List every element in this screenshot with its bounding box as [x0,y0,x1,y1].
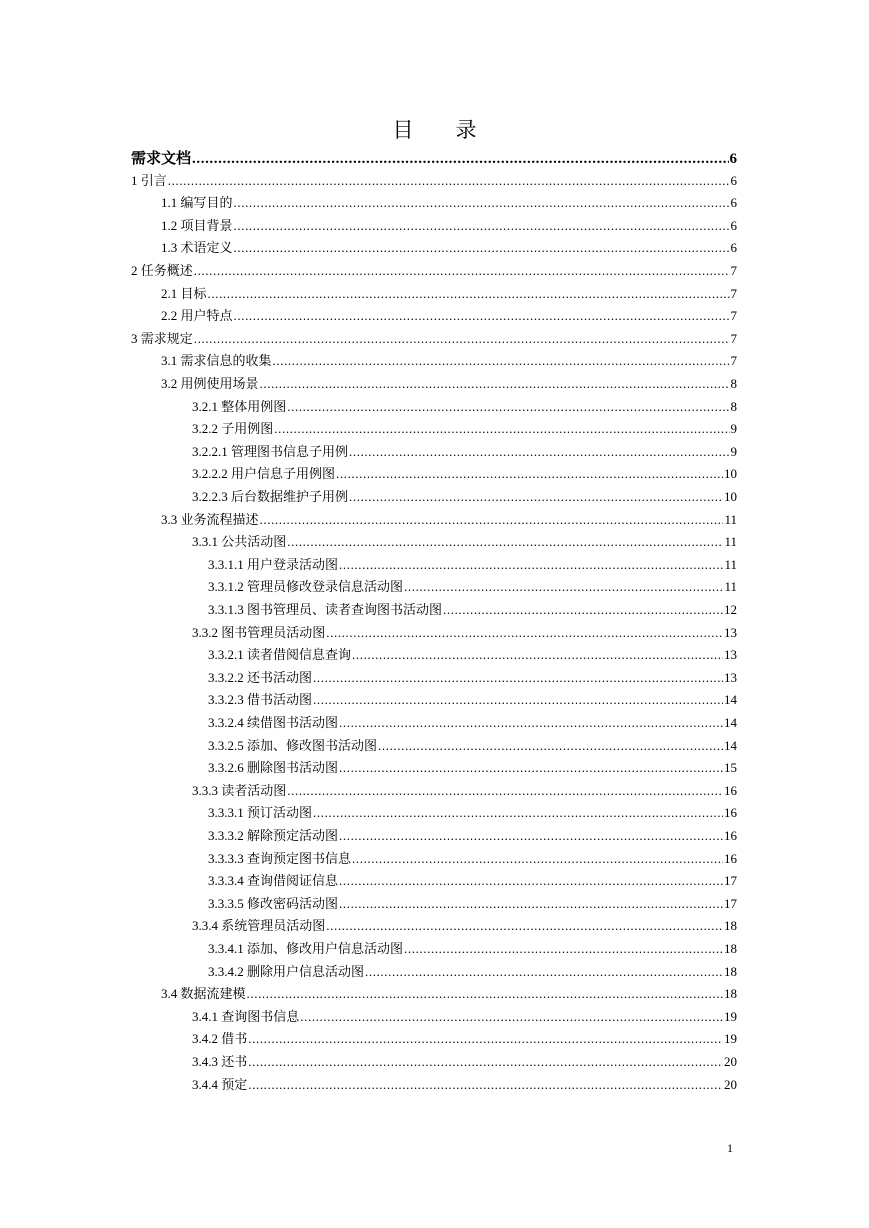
toc-entry[interactable] [192,1054,737,1070]
toc-entry-label: 需求文档 [131,151,192,167]
toc-entry[interactable] [161,308,737,324]
toc-leader-dots [168,173,730,189]
toc-entry-page: 11 [724,556,737,572]
toc-entry-label: 3.3.3.4 查询借阅证信息 [208,873,339,889]
toc-entry[interactable] [192,489,737,505]
toc-entry-label: 1.1 编写目的 [161,195,233,211]
toc-leader-dots [192,151,728,167]
toc-entry[interactable] [208,805,737,821]
toc-entry-label: 3.3 业务流程描述 [161,511,259,527]
toc-entry[interactable] [161,195,737,211]
toc-leader-dots [287,783,723,799]
toc-entry-page: 9 [730,421,737,437]
toc-entry-label: 3.3.2.6 删除图书活动图 [208,760,339,776]
toc-entry-page: 10 [724,466,737,482]
toc-leader-dots [313,670,723,686]
toc-leader-dots [273,353,730,369]
toc-entry-label: 3.4.3 还书 [192,1054,248,1069]
toc-leader-dots [260,512,724,528]
toc-entry[interactable] [192,444,737,460]
toc-entry[interactable] [192,421,737,437]
toc-entry-label: 3.2.2.2 用户信息子用例图 [192,466,336,482]
toc-leader-dots [349,444,729,460]
toc-entry-page: 11 [724,534,737,550]
toc-leader-dots [260,376,730,392]
toc-entry-label: 3.3.1.1 用户登录活动图 [208,556,339,572]
toc-leader-dots [234,240,730,256]
toc-leader-dots [443,602,723,618]
toc-leader-dots [234,308,730,324]
toc-entry-label: 3.2 用例使用场景 [161,376,259,391]
toc-leader-dots [300,1009,723,1025]
toc-entry-label: 3.3.2.3 借书活动图 [208,692,313,708]
toc-entry-label: 2 任务概述 [131,263,193,278]
toc-entry[interactable] [192,918,737,934]
toc-entry[interactable] [208,602,737,618]
toc-leader-dots [194,263,730,279]
toc-entry-label: 3.3.4.2 删除用户信息活动图 [208,963,365,979]
toc-leader-dots [378,738,723,754]
toc-entry-page: 16 [724,850,737,866]
toc-entry-page: 6 [730,217,737,233]
toc-leader-dots [352,851,723,867]
toc-entry[interactable] [208,715,737,731]
toc-leader-dots [208,286,730,302]
toc-entry-page: 13 [724,647,737,663]
toc-entry[interactable] [161,286,737,302]
toc-entry-page: 6 [730,172,737,188]
toc-entry-label: 3.4 数据流建模 [161,986,246,1002]
toc-leader-dots [339,760,723,776]
toc-entry-page: 11 [724,511,737,527]
toc-entry-page: 6 [729,151,737,167]
toc-entry-label: 3.3.3.5 修改密码活动图 [208,895,339,911]
toc-entry-page: 7 [730,353,737,369]
toc-entry[interactable] [192,1077,737,1093]
toc-entry-label: 3.3.1.2 管理员修改登录信息活动图 [208,579,404,595]
toc-entry[interactable] [161,512,737,528]
toc-leader-dots [339,896,723,912]
toc-entry[interactable] [192,625,737,641]
toc-entry-page: 6 [730,240,737,256]
toc-entry-label: 3.3.2 图书管理员活动图 [192,624,326,640]
toc-entry-label: 3.2.2 子用例图 [192,421,274,437]
toc-entry-page: 12 [724,602,737,617]
toc-entry-page: 15 [724,760,737,776]
toc-leader-dots [326,625,723,641]
toc-entry-page: 7 [730,308,737,324]
toc-entry-page: 7 [730,285,737,301]
toc-entry-page: 9 [730,443,737,459]
toc-leader-dots [336,466,723,482]
toc-entry-page: 7 [730,330,737,346]
toc-entry[interactable] [192,1031,737,1047]
toc-entry-label: 3.3.3.1 预订活动图 [208,805,313,821]
toc-entry[interactable] [161,986,737,1002]
toc-entry-page: 13 [724,669,737,685]
toc-entry-page: 7 [730,263,737,278]
toc-entry-page: 17 [724,895,737,911]
toc-entry-label: 3.3.2.1 读者借阅信息查询 [208,647,352,663]
toc-entry-label: 3.3.2.5 添加、修改图书活动图 [208,737,378,753]
toc-leader-dots [234,218,730,234]
toc-entry[interactable] [208,896,737,912]
toc-entry-page: 8 [730,398,737,414]
toc-entry-label: 3.3.2.4 续借图书活动图 [208,715,339,730]
toc-entry-label: 1.2 项目背景 [161,217,233,233]
toc-leader-dots [326,918,723,934]
toc-entry[interactable] [208,873,737,889]
toc-leader-dots [287,399,729,415]
toc-entry[interactable] [208,738,737,754]
toc-entry-label: 1.3 术语定义 [161,240,233,256]
toc-leader-dots [404,579,723,595]
toc-entry-page: 18 [724,986,737,1002]
toc-entry-page: 16 [724,805,737,821]
toc-entry-label: 2.1 目标 [161,285,207,301]
toc-entry-label: 3.3.3 读者活动图 [192,782,287,798]
toc-entry-label: 1 引言 [131,172,167,188]
toc-entry[interactable] [161,240,737,256]
toc-entry[interactable] [208,647,737,663]
toc-entry[interactable] [161,353,737,369]
toc-entry-label: 3.3.2.2 还书活动图 [208,669,313,685]
toc-entry-page: 10 [724,489,737,504]
toc-leader-dots [234,195,730,211]
toc-entry-label: 3.3.1 公共活动图 [192,534,287,550]
toc-entry-page: 16 [724,828,737,843]
toc-entry[interactable] [192,399,737,415]
toc-entry-page: 19 [724,1031,737,1047]
toc-entry-page: 17 [724,873,737,889]
toc-entry[interactable] [192,534,737,550]
toc-entry-label: 3.2.1 整体用例图 [192,398,287,414]
toc-leader-dots [313,805,723,821]
toc-entry[interactable] [131,151,737,167]
page-title: 目 录 [392,118,477,142]
toc-leader-dots [194,331,730,347]
toc-entry-page: 18 [724,941,737,956]
toc-entry[interactable] [192,466,737,482]
toc-entry[interactable] [161,376,737,392]
toc-entry[interactable] [161,218,737,234]
toc-leader-dots [247,986,723,1002]
toc-leader-dots [248,1031,723,1047]
toc-leader-dots [339,557,723,573]
toc-leader-dots [248,1077,723,1093]
toc-leader-dots [339,873,723,889]
toc-entry-label: 3.3.3.2 解除预定活动图 [208,828,339,843]
toc-entry-page: 16 [724,782,737,798]
toc-entry[interactable] [208,964,737,980]
toc-leader-dots [404,941,723,957]
toc-leader-dots [352,647,723,663]
toc-entry-page: 19 [724,1008,737,1024]
toc-entry-label: 3.4.1 查询图书信息 [192,1008,300,1024]
toc-entry[interactable] [208,557,737,573]
toc-entry[interactable] [208,670,737,686]
toc-leader-dots [287,534,723,550]
toc-entry-label: 3.2.2.1 管理图书信息子用例 [192,443,349,459]
page-number: 1 [727,1141,733,1155]
toc-entry[interactable] [131,173,737,189]
toc-entry-label: 3.2.2.3 后台数据维护子用例 [192,489,349,504]
toc-entry-page: 18 [724,918,737,934]
toc-entry[interactable] [131,331,737,347]
toc-entry-label: 3 需求规定 [131,330,193,346]
toc-entry-label: 3.1 需求信息的收集 [161,353,272,369]
toc-entry-label: 3.3.4.1 添加、修改用户信息活动图 [208,941,404,956]
toc-entry-label: 2.2 用户特点 [161,308,233,324]
toc-leader-dots [313,692,723,708]
toc-leader-dots [365,964,723,980]
toc-entry[interactable] [208,828,737,844]
toc-entry[interactable] [208,760,737,776]
toc-entry-page: 14 [724,737,737,753]
toc-entry-page: 20 [724,1054,737,1069]
toc-entry-label: 3.3.4 系统管理员活动图 [192,918,326,934]
toc-leader-dots [339,715,723,731]
toc-entry-label: 3.3.3.3 查询预定图书信息 [208,850,352,866]
toc-leader-dots [274,421,729,437]
toc-entry-page: 6 [730,195,737,211]
toc-entry-label: 3.3.1.3 图书管理员、读者查询图书活动图 [208,602,443,617]
toc-entry[interactable] [208,692,737,708]
toc-entry-page: 14 [724,692,737,708]
toc-entry[interactable] [208,851,737,867]
toc-entry-label: 3.4.4 预定 [192,1076,248,1092]
toc-entry-page: 20 [724,1076,737,1092]
toc-entry-page: 11 [724,579,737,595]
toc-entry[interactable] [208,941,737,957]
toc-entry-page: 13 [724,624,737,640]
toc-leader-dots [248,1054,723,1070]
toc-entry-page: 18 [724,963,737,979]
toc-entry-label: 3.4.2 借书 [192,1031,248,1047]
toc-entry[interactable] [192,783,737,799]
toc-leader-dots [339,828,723,844]
toc-entry[interactable] [208,579,737,595]
toc-entry[interactable] [192,1009,737,1025]
toc-entry-page: 8 [730,376,737,391]
toc-entry-page: 14 [724,715,737,730]
toc-entry[interactable] [131,263,737,279]
toc-leader-dots [349,489,723,505]
